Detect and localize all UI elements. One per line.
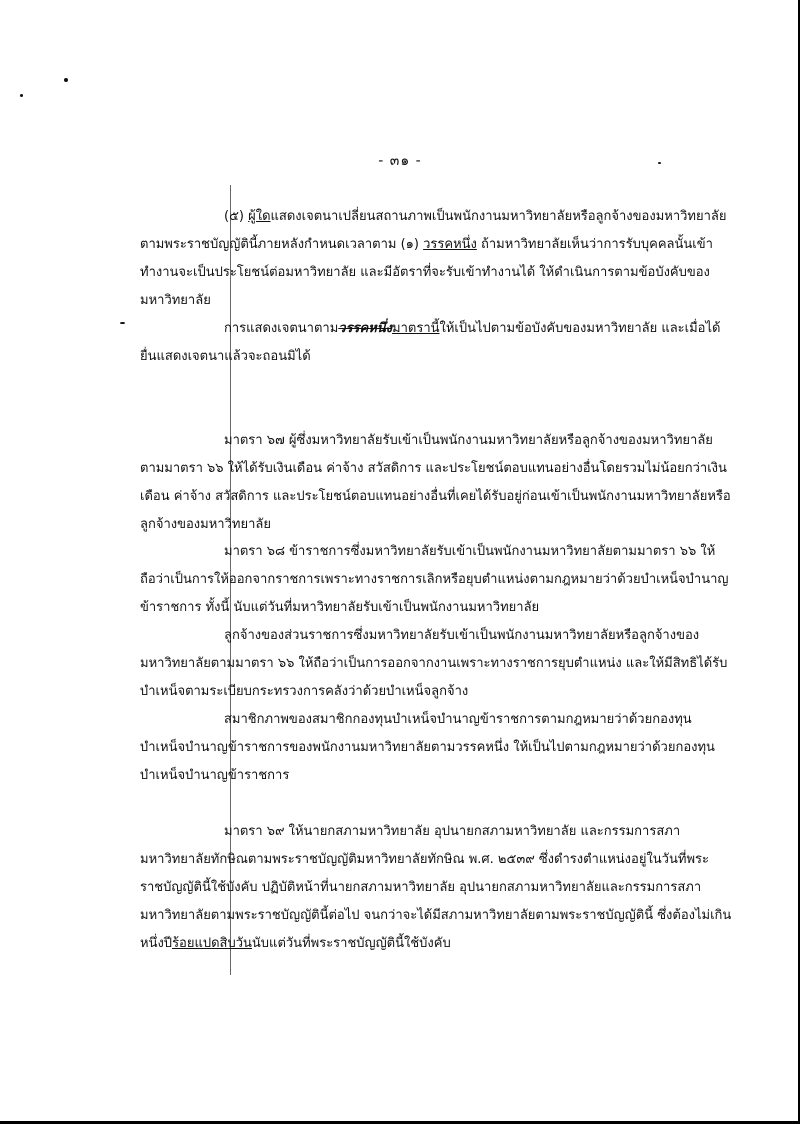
text-run: มาตรา ๖๙ ให้นายกสภามหาวิทยาลัย อุปนายกสภามหาวิทยาลัย และกรรมการสภามหาวิทยาลัยทักษิณตามพระราชบัญญัติมหาวิทยาลัยทักษิณ พ.ศ. ๒๕๓๙ ซึ่งดำรงตำแหน่งอยู่ในวันที่พระราชบัญญัตินี้ใช้บังคับ ปฏิบัติหน้าที่นายกสภามหาวิทยาลัย อุปนายกสภามหาวิทยาลัยและกรรมการสภามหาวิทยาลัยตามพระราชบัญญัตินี้ต่อไป จนกว่าจะได้มีสภามหาวิทยาลัยตามพระราชบัญญัตินี้ ซึ่งต้องไม่เกินหนึ่งปี: [140, 824, 732, 951]
text-run: แสดงเจตนาเปลี่ยนสถานภาพเป็นพนักงานมหาวิทยาลัยหรือลูกจ้างของมหาวิทยาลัยตามพระราชบัญญัตินี้ภายหลังกำหนดเวลาตาม (๑): [140, 209, 727, 252]
section-68-paragraph-3: [140, 706, 732, 790]
section-67: [140, 427, 732, 539]
text-run: มาตรา ๖๗ ผู้ซึ่งมหาวิทยาลัยรับเข้าเป็นพนักงานมหาวิทยาลัยหรือลูกจ้างของมหาวิทยาลัยตามมาตรา ๖๖ ให้ได้รับเงินเดือน ค่าจ้าง สวัสดิการ และประโยชน์ตอบแทนอย่างอื่นโดยรวมไม่น้อยกว่าเงินเดือน ค่าจ้าง สวัสดิการ และประโยชน์ตอบแทนอย่างอื่นที่เคยได้รับอยู่ก่อนเข้าเป็นพนักงานมหาวิทยาลัยหรือลูกจ้างของมหาวิทยาลัย: [140, 433, 731, 532]
text-run: (๕): [224, 209, 249, 224]
scan-speck: [120, 322, 125, 324]
section-69: [140, 818, 732, 958]
underlined-text: มาตรานี้: [392, 321, 440, 336]
text-run: การแสดงเจตนาตาม: [224, 321, 339, 336]
underlined-text: ผู้ใด: [248, 209, 271, 224]
paragraph-item-5: [140, 203, 732, 315]
page-number: - ๓๑ -: [378, 153, 422, 169]
scan-speck: [20, 94, 23, 97]
scan-speck: [64, 78, 68, 82]
struck-out-text: วรรคหนึ่ง: [338, 321, 393, 336]
text-run: ให้เป็นไปตามข้อบังคับของมหาวิทยาลัย และเมื่อได้ยื่นแสดงเจตนาแล้วจะถอนมิได้: [140, 321, 721, 364]
section-68-paragraph-2: [140, 622, 732, 706]
text-run: มาตรา ๖๘ ข้าราชการซึ่งมหาวิทยาลัยรับเข้าเป็นพนักงานมหาวิทยาลัยตามมาตรา ๖๖ ให้ถือว่าเป็นการให้ออกจากราชการเพราะทางราชการเลิกหรือยุบตำแหน่งตามกฎหมายว่าด้วยบำเหน็จบำนาญข้าราชการ ทั้งนี้ นับแต่วันที่มหาวิทยาลัยรับเข้าเป็นพนักงานมหาวิทยาลัย: [140, 544, 729, 615]
text-run: สมาชิกภาพของสมาชิกกองทุนบำเหน็จบำนาญข้าราชการตามกฎหมายว่าด้วยกองทุนบำเหน็จบำนาญข้าราชการของพนักงานมหาวิทยาลัยตามวรรคหนึ่ง ให้เป็นไปตามกฎหมายว่าด้วยกองทุนบำเหน็จบำนาญข้าราชการ: [140, 712, 715, 783]
section-68: [140, 538, 732, 622]
text-run: ลูกจ้างของส่วนราชการซึ่งมหาวิทยาลัยรับเข้าเป็นพนักงานมหาวิทยาลัยหรือลูกจ้างของมหาวิทยาลัยตามมาตรา ๖๖ ให้ถือว่าเป็นการออกจากงานเพราะทางราชการยุบตำแหน่ง และให้มีสิทธิได้รับบำเหน็จตามระเบียบกระทรวงการคลังว่าด้วยบำเหน็จลูกจ้าง: [140, 628, 728, 699]
underlined-text: วรรคหนึ่ง: [423, 237, 477, 252]
underlined-text: ร้อยแปดสิบวัน: [172, 936, 252, 951]
paragraph-declaration: [140, 315, 732, 371]
text-run: นับแต่วันที่พระราชบัญญัตินี้ใช้บังคับ: [251, 936, 451, 951]
text-run: ถ้ามหาวิทยาลัยเห็นว่าการรับบุคคลนั้นเข้าทำงานจะเป็นประโยชน์ต่อมหาวิทยาลัย และมีอัตราที่จะรับเข้าทำงานได้ ให้ดำเนินการตามข้อบังคับของมหาวิทยาลัย: [140, 237, 713, 308]
